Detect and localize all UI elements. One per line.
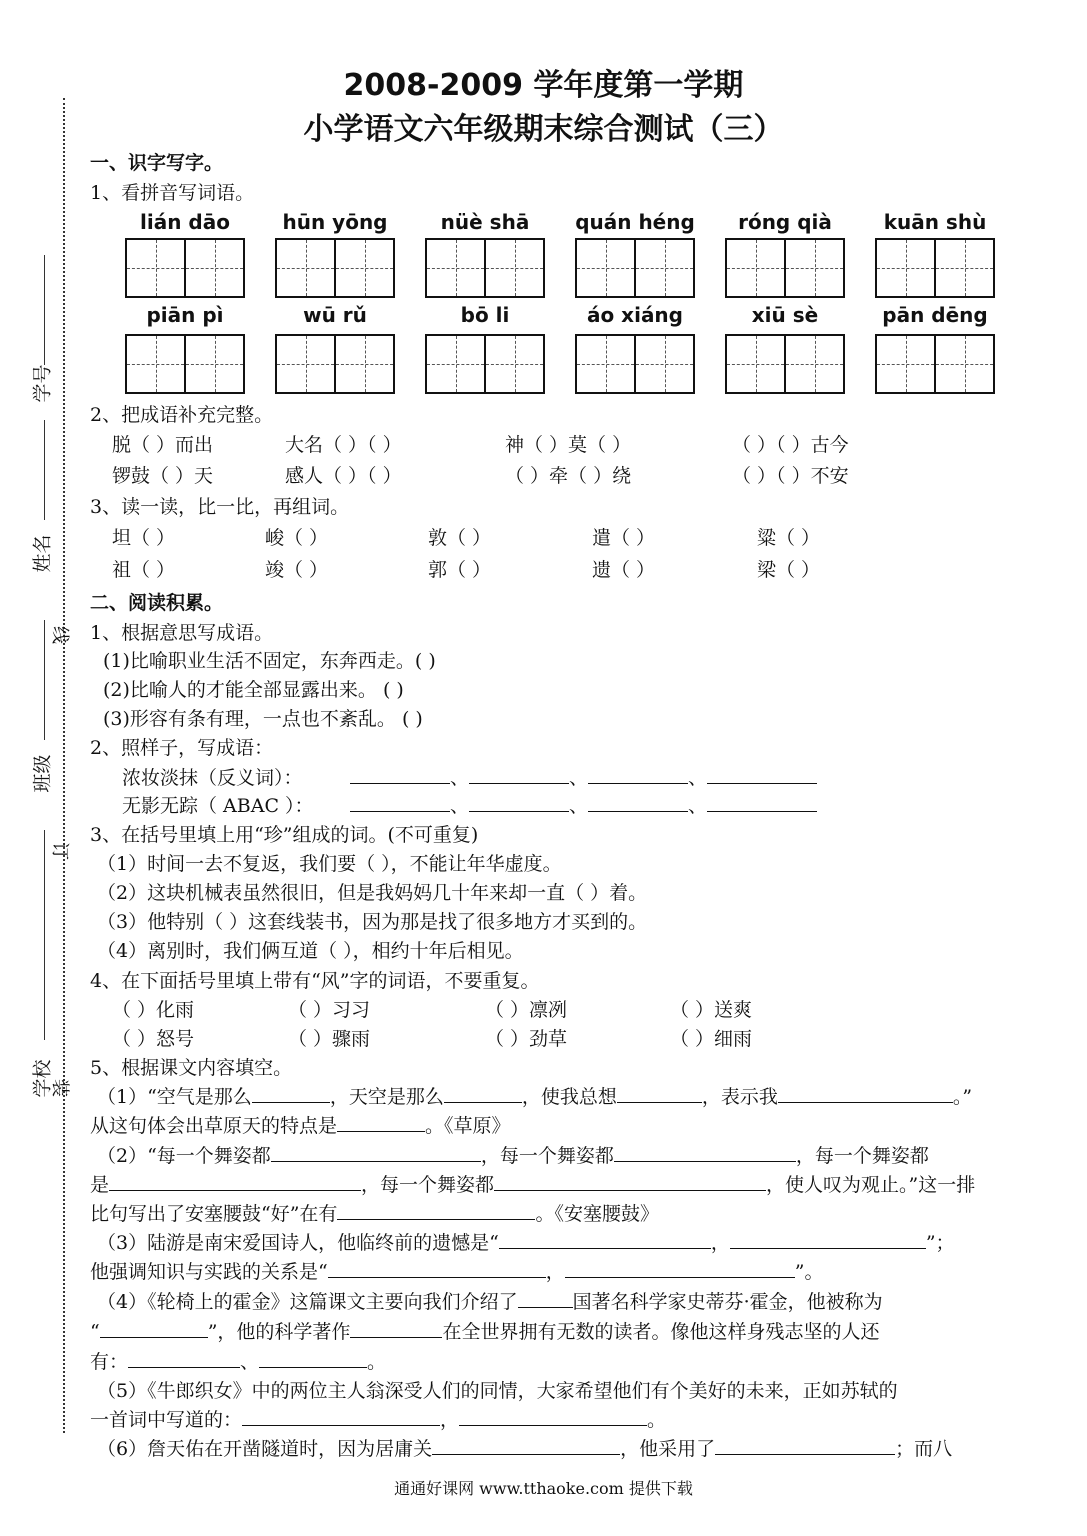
section1-heading: 一、识字写字。 [90, 152, 224, 174]
q5-text: 。 [367, 1351, 387, 1373]
idiom-item: （ ）（ ）古今 [732, 434, 849, 456]
s2-q1-item: (2)比喻人的才能全部显露出来。 ( ) [103, 679, 404, 701]
pinyin-r2-4: áo xiáng [586, 303, 683, 327]
q5-text: 。《安塞腰鼓》 [535, 1203, 659, 1225]
q5-3-line2 [90, 1257, 823, 1284]
answer-blank[interactable] [778, 1084, 953, 1103]
q5-6-line1 [97, 1434, 952, 1461]
q5-text: ”。 [794, 1261, 824, 1283]
q5-text: ”，他的科学著作 [207, 1321, 351, 1343]
answer-blank[interactable] [350, 793, 450, 812]
q5-5-line2 [90, 1405, 666, 1432]
footer-credit: 通通好课网 www.tthaoke.com 提供下载 [394, 1479, 693, 1498]
s2-q3-item: （2）这块机械表虽然很旧，但是我妈妈几十年来却一直（ ）着。 [97, 882, 648, 904]
pinyin-r2-1: piān pì [146, 303, 224, 327]
s1-q1: 1、看拼音写词语。 [90, 182, 255, 204]
compare-item: 遗（ ） [592, 559, 656, 581]
q5-2-line1 [97, 1141, 929, 1168]
writing-grid[interactable] [575, 334, 695, 394]
s2-q1: 1、根据意思写成语。 [90, 622, 274, 644]
answer-blank[interactable] [614, 1143, 796, 1162]
q5-text: 比句写出了安塞腰鼓“好”在有 [90, 1203, 338, 1225]
answer-blank[interactable] [259, 1349, 367, 1368]
wind-item: （ ）凛冽 [485, 999, 568, 1021]
writing-grid[interactable] [725, 238, 845, 298]
q5-4-line2 [90, 1317, 879, 1344]
idiom-item: 脱（ ）而出 [112, 434, 214, 456]
writing-grid[interactable] [125, 238, 245, 298]
answer-blank[interactable] [242, 1407, 440, 1426]
q5-4-line3 [90, 1347, 386, 1374]
q5-1-line1 [97, 1082, 972, 1109]
s2-q3-item: （3）他特别（ ）这套线装书，因为那是找了很多地方才买到的。 [97, 911, 648, 933]
s2-q2-a [122, 763, 303, 790]
compare-item: 郭（ ） [428, 559, 492, 581]
idiom-item: （ ）牵（ ）绕 [505, 465, 632, 487]
writing-grid[interactable] [275, 334, 395, 394]
compare-item: 祖（ ） [112, 559, 176, 581]
answer-blank[interactable] [444, 1084, 522, 1103]
answer-blank[interactable] [707, 765, 817, 784]
s2-q2: 2、照样子，写成语： [90, 737, 274, 759]
compare-item: 敦（ ） [428, 527, 492, 549]
answer-blank[interactable] [715, 1436, 895, 1455]
pinyin-r1-6: kuān shù [883, 210, 987, 234]
answer-blank[interactable] [328, 1259, 546, 1278]
q5-text: ， [440, 1409, 460, 1431]
q5-text: ；而八 [895, 1438, 953, 1460]
school-line [44, 830, 45, 1040]
q5-text: （2）“每一个舞姿都 [97, 1145, 271, 1167]
answer-blank[interactable] [588, 765, 688, 784]
q5-text: 他强调知识与实践的关系是“ [90, 1261, 328, 1283]
answer-blank[interactable] [499, 1230, 711, 1249]
writing-grid[interactable] [425, 334, 545, 394]
compare-item: 遣（ ） [592, 527, 656, 549]
compare-item: 粱（ ） [757, 527, 821, 549]
q5-text: （6）詹天佑在开凿隧道时，因为居庸关 [97, 1438, 433, 1460]
answer-blank[interactable] [707, 793, 817, 812]
s2-q4: 4、在下面括号里填上带有“风”字的词语，不要重复。 [90, 970, 540, 992]
answer-blank[interactable] [469, 793, 569, 812]
answer-blank[interactable] [252, 1084, 330, 1103]
pinyin-r1-3: nüè shā [440, 210, 530, 234]
writing-grid[interactable] [725, 334, 845, 394]
wind-item: （ ）骤雨 [288, 1028, 371, 1050]
q5-text: ， [545, 1261, 565, 1283]
q5-text: 是 [90, 1174, 110, 1196]
answer-blank[interactable] [469, 765, 569, 784]
q5-text: “ [90, 1321, 100, 1343]
q5-text: 。 [647, 1409, 667, 1431]
writing-grid[interactable] [575, 238, 695, 298]
student-no-label: 学号 [31, 364, 54, 403]
pinyin-r2-3: bō li [460, 303, 510, 327]
section2-heading: 二、阅读积累。 [90, 592, 224, 614]
answer-blank[interactable] [730, 1230, 926, 1249]
page-subtitle: 小学语文六年级期末综合测试（三） [303, 112, 784, 147]
answer-blank[interactable] [337, 1113, 425, 1132]
answer-blank[interactable] [565, 1259, 795, 1278]
s2-q3-item: （4）离别时，我们俩互道（ ），相约十年后相见。 [97, 940, 524, 962]
compare-item: 竣（ ） [265, 559, 329, 581]
s2-q2-b-label: 无影无踪（ ABAC ）： [122, 795, 314, 817]
answer-blank[interactable] [109, 1172, 361, 1191]
answer-blank[interactable] [128, 1349, 240, 1368]
writing-grid[interactable] [125, 334, 245, 394]
q5-4-line1 [97, 1287, 883, 1314]
s2-q3: 3、在括号里填上用“珍”组成的词。(不可重复) [90, 824, 479, 846]
s2-q2-a-blanks: 、 、 、 [350, 763, 817, 790]
s2-q5: 5、根据课文内容填空。 [90, 1057, 293, 1079]
idiom-item: 神（ ）莫（ ） [505, 434, 632, 456]
answer-blank[interactable] [337, 1201, 535, 1220]
q5-text: 有： [90, 1351, 129, 1373]
s2-q2-b [122, 791, 314, 818]
q5-text: ，天空是那么 [329, 1086, 444, 1108]
q5-2-line3 [90, 1199, 659, 1226]
answer-blank[interactable] [459, 1407, 647, 1426]
compare-item: 坦（ ） [112, 527, 176, 549]
pinyin-r1-2: hūn yōng [282, 210, 388, 234]
s2-q3-item: （1）时间一去不复返，我们要（ ），不能让年华虚度。 [97, 853, 562, 875]
q5-text: 一首词中写道的： [90, 1409, 243, 1431]
class-line [44, 620, 45, 740]
writing-grid[interactable] [875, 334, 995, 394]
bind-pack-mark: 装 [49, 1079, 70, 1097]
q5-text: ，使我总想 [521, 1086, 617, 1108]
q5-text: ，使人叹为观止。”这一排 [766, 1174, 976, 1196]
q5-text: ，他采用了 [620, 1438, 716, 1460]
s1-q2: 2、把成语补充完整。 [90, 404, 274, 426]
pinyin-r2-5: xiū sè [751, 303, 819, 327]
q5-text: ”； [925, 1232, 955, 1254]
s2-q1-item: (1)比喻职业生活不固定，东奔西走。( ) [103, 650, 436, 672]
wind-item: （ ）怒号 [112, 1028, 195, 1050]
wind-item: （ ）细雨 [670, 1028, 753, 1050]
writing-grid[interactable] [275, 238, 395, 298]
q5-text: ，每一个舞姿都 [795, 1145, 929, 1167]
student-no-line [44, 255, 45, 365]
q5-text: （4）《轮椅上的霍金》这篇课文主要向我们介绍了 [97, 1291, 518, 1313]
idiom-item: 感人（ ）（ ） [285, 465, 402, 487]
q5-text: ，表示我 [701, 1086, 778, 1108]
idiom-item: （ ）（ ）不安 [732, 465, 849, 487]
answer-blank[interactable] [617, 1084, 702, 1103]
s2-q2-b-blanks: 、 、 、 [350, 791, 817, 818]
binding-dotted-line [63, 98, 65, 1433]
answer-blank[interactable] [518, 1289, 573, 1308]
q5-text: 在全世界拥有无数的读者。像他这样身残志坚的人还 [442, 1321, 880, 1343]
q5-text: （1）“空气是那么 [97, 1086, 252, 1108]
bind-staple-mark: 订 [49, 842, 70, 860]
school-label: 学校 [31, 1059, 54, 1098]
answer-blank[interactable] [350, 1319, 442, 1338]
page-title: 2008-2009 学年度第一学期 [343, 68, 744, 103]
s1-q3: 3、读一读，比一比，再组词。 [90, 496, 350, 518]
q5-2-line2 [90, 1170, 975, 1197]
answer-blank[interactable] [494, 1172, 766, 1191]
q5-text: 。” [952, 1086, 973, 1108]
wind-item: （ ）送爽 [670, 999, 753, 1021]
s2-q2-a-label: 浓妆淡抹（反义词）： [122, 767, 303, 789]
q5-text: 从这句体会出草原天的特点是 [90, 1115, 338, 1137]
q5-text: ， [710, 1232, 730, 1254]
s2-q1-item: (3)形容有条有理，一点也不紊乱。 ( ) [103, 708, 423, 730]
pinyin-r1-1: lián dāo [140, 210, 230, 234]
bind-line-mark: 线 [49, 626, 70, 644]
pinyin-r1-4: quán héng [575, 210, 695, 234]
q5-text: ，每一个舞姿都 [480, 1145, 614, 1167]
writing-grid[interactable] [875, 238, 995, 298]
q5-3-line1 [97, 1228, 955, 1255]
answer-blank[interactable] [100, 1319, 208, 1338]
answer-blank[interactable] [350, 765, 450, 784]
answer-blank[interactable] [432, 1436, 620, 1455]
idiom-item: 锣鼓（ ）天 [112, 465, 214, 487]
pinyin-r2-2: wū rǔ [303, 303, 367, 327]
wind-item: （ ）习习 [288, 999, 371, 1021]
compare-item: 峻（ ） [265, 527, 329, 549]
name-label: 姓名 [31, 534, 54, 573]
compare-item: 梁（ ） [757, 559, 821, 581]
name-line [44, 420, 45, 520]
pinyin-r1-5: róng qià [738, 210, 832, 234]
q5-text: 、 [240, 1351, 260, 1373]
answer-blank[interactable] [271, 1143, 481, 1162]
q5-text: 。《草原》 [425, 1115, 511, 1137]
answer-blank[interactable] [588, 793, 688, 812]
class-label: 班级 [31, 754, 54, 793]
pinyin-r2-6: pān dēng [882, 303, 988, 327]
q5-text: （3）陆游是南宋爱国诗人，他临终前的遗憾是“ [97, 1232, 499, 1254]
q5-text: ，每一个舞姿都 [361, 1174, 495, 1196]
q5-5-line1: （5）《牛郎织女》中的两位主人翁深受人们的同情，大家希望他们有个美好的未来，正如苏轼的 [97, 1380, 898, 1402]
idiom-item: 大名（ ）（ ） [285, 434, 402, 456]
writing-grid[interactable] [425, 238, 545, 298]
q5-1-line2 [90, 1111, 511, 1138]
wind-item: （ ）劲草 [485, 1028, 568, 1050]
q5-text: 国著名科学家史蒂芬·霍金，他被称为 [572, 1291, 883, 1313]
wind-item: （ ）化雨 [112, 999, 195, 1021]
